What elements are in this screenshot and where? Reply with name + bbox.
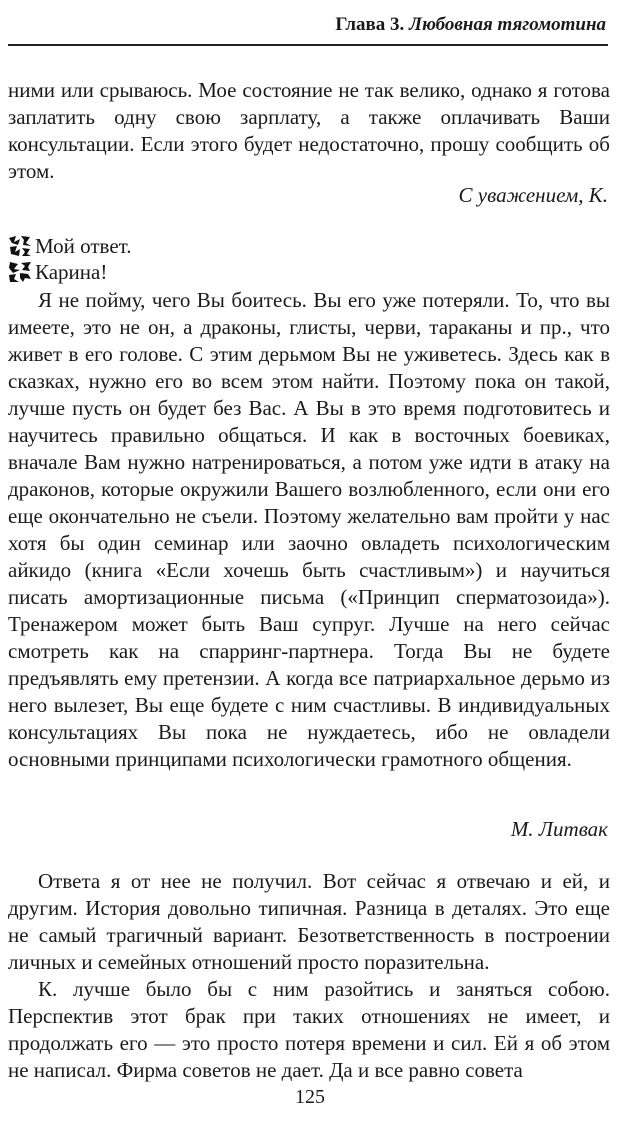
running-header [335, 14, 606, 36]
reply-body-block [8, 287, 610, 773]
reply-heading-row [8, 233, 610, 259]
reply-body: Я не пойму, чего Вы боитесь. Вы его уже потеряли. То, что вы имеете, это не он, а драконы, глисты, черви, тараканы и пр., что живет в его голове. С этим дерьмом Вы не уживетесь. Здесь как в сказках, нужно его во всем этом найти. Поэтому пока он такой, лучше пусть он будет без Вас. А Вы в это время подготовитесь и научитесь правильно общаться. И как в восточных боевиках, вначале Вам нужно натренироваться, а потом уже идти в атаку на драконов, которые окружили Вашего возлюбленного, если они его еще окончательно не съели. Поэтому желательно вам пройти у нас хотя бы один семинар или заочно овладеть психологическим айкидо (книга «Если хочешь быть счастливым») и научиться писать амортизационные письма («Принцип сперматозоида»). Тренажером может быть Ваш супруг. Лучше на него сейчас смотреть как на спарринг-партнера. Тогда Вы не будете предъявлять ему претензии. А когда все патриархальное дерьмо из него вылезет, Вы еще будете с ним счастливы. В индивидуальных консультациях Вы пока не нуждаетесь, ибо не овладели основными принципами психологически грамотного общения. [8, 288, 610, 771]
comment-block [8, 868, 610, 1084]
reply-salutation-row [8, 259, 610, 285]
intro-paragraph: ними или срываюсь. Мое состояние не так велико, однако я готова заплатить одну свою зарплату, а также оплачивать Ваши консультации. Если этого будет недостаточно, прошу сообщить об этом. [8, 78, 610, 183]
reply-heading-block [8, 233, 610, 285]
intro-paragraph-block [8, 77, 610, 185]
letter-signature: С уважением, К. [458, 183, 608, 207]
reply-salutation: Карина! [35, 260, 108, 284]
header-rule [8, 44, 608, 46]
chapter-label: Глава 3. [335, 14, 405, 35]
comment-paragraph: К. лучше было бы с ним разойтись и заняться собою. Перспектив этот брак при таких отношениях не имеет, и продолжать его — это просто потеря времени и сил. Ей я об этом не написал. Фирма советов не дает. Да и все равно совета [8, 977, 610, 1082]
page-number: 125 [295, 1086, 325, 1108]
ornament-icon [8, 261, 32, 283]
reply-signature: М. Литвак [510, 817, 608, 841]
ornament-icon [8, 235, 32, 257]
comment-paragraph: Ответа я от нее не получил. Вот сейчас я отвечаю и ей, и другим. История довольно типичная. Разница в деталях. Это еще не самый трагичный вариант. Безответственность в построении личных и семейных отношений просто поразительна. [8, 869, 610, 974]
chapter-title: Любовная тягомотина [409, 14, 606, 35]
reply-heading: Мой ответ. [35, 234, 132, 258]
